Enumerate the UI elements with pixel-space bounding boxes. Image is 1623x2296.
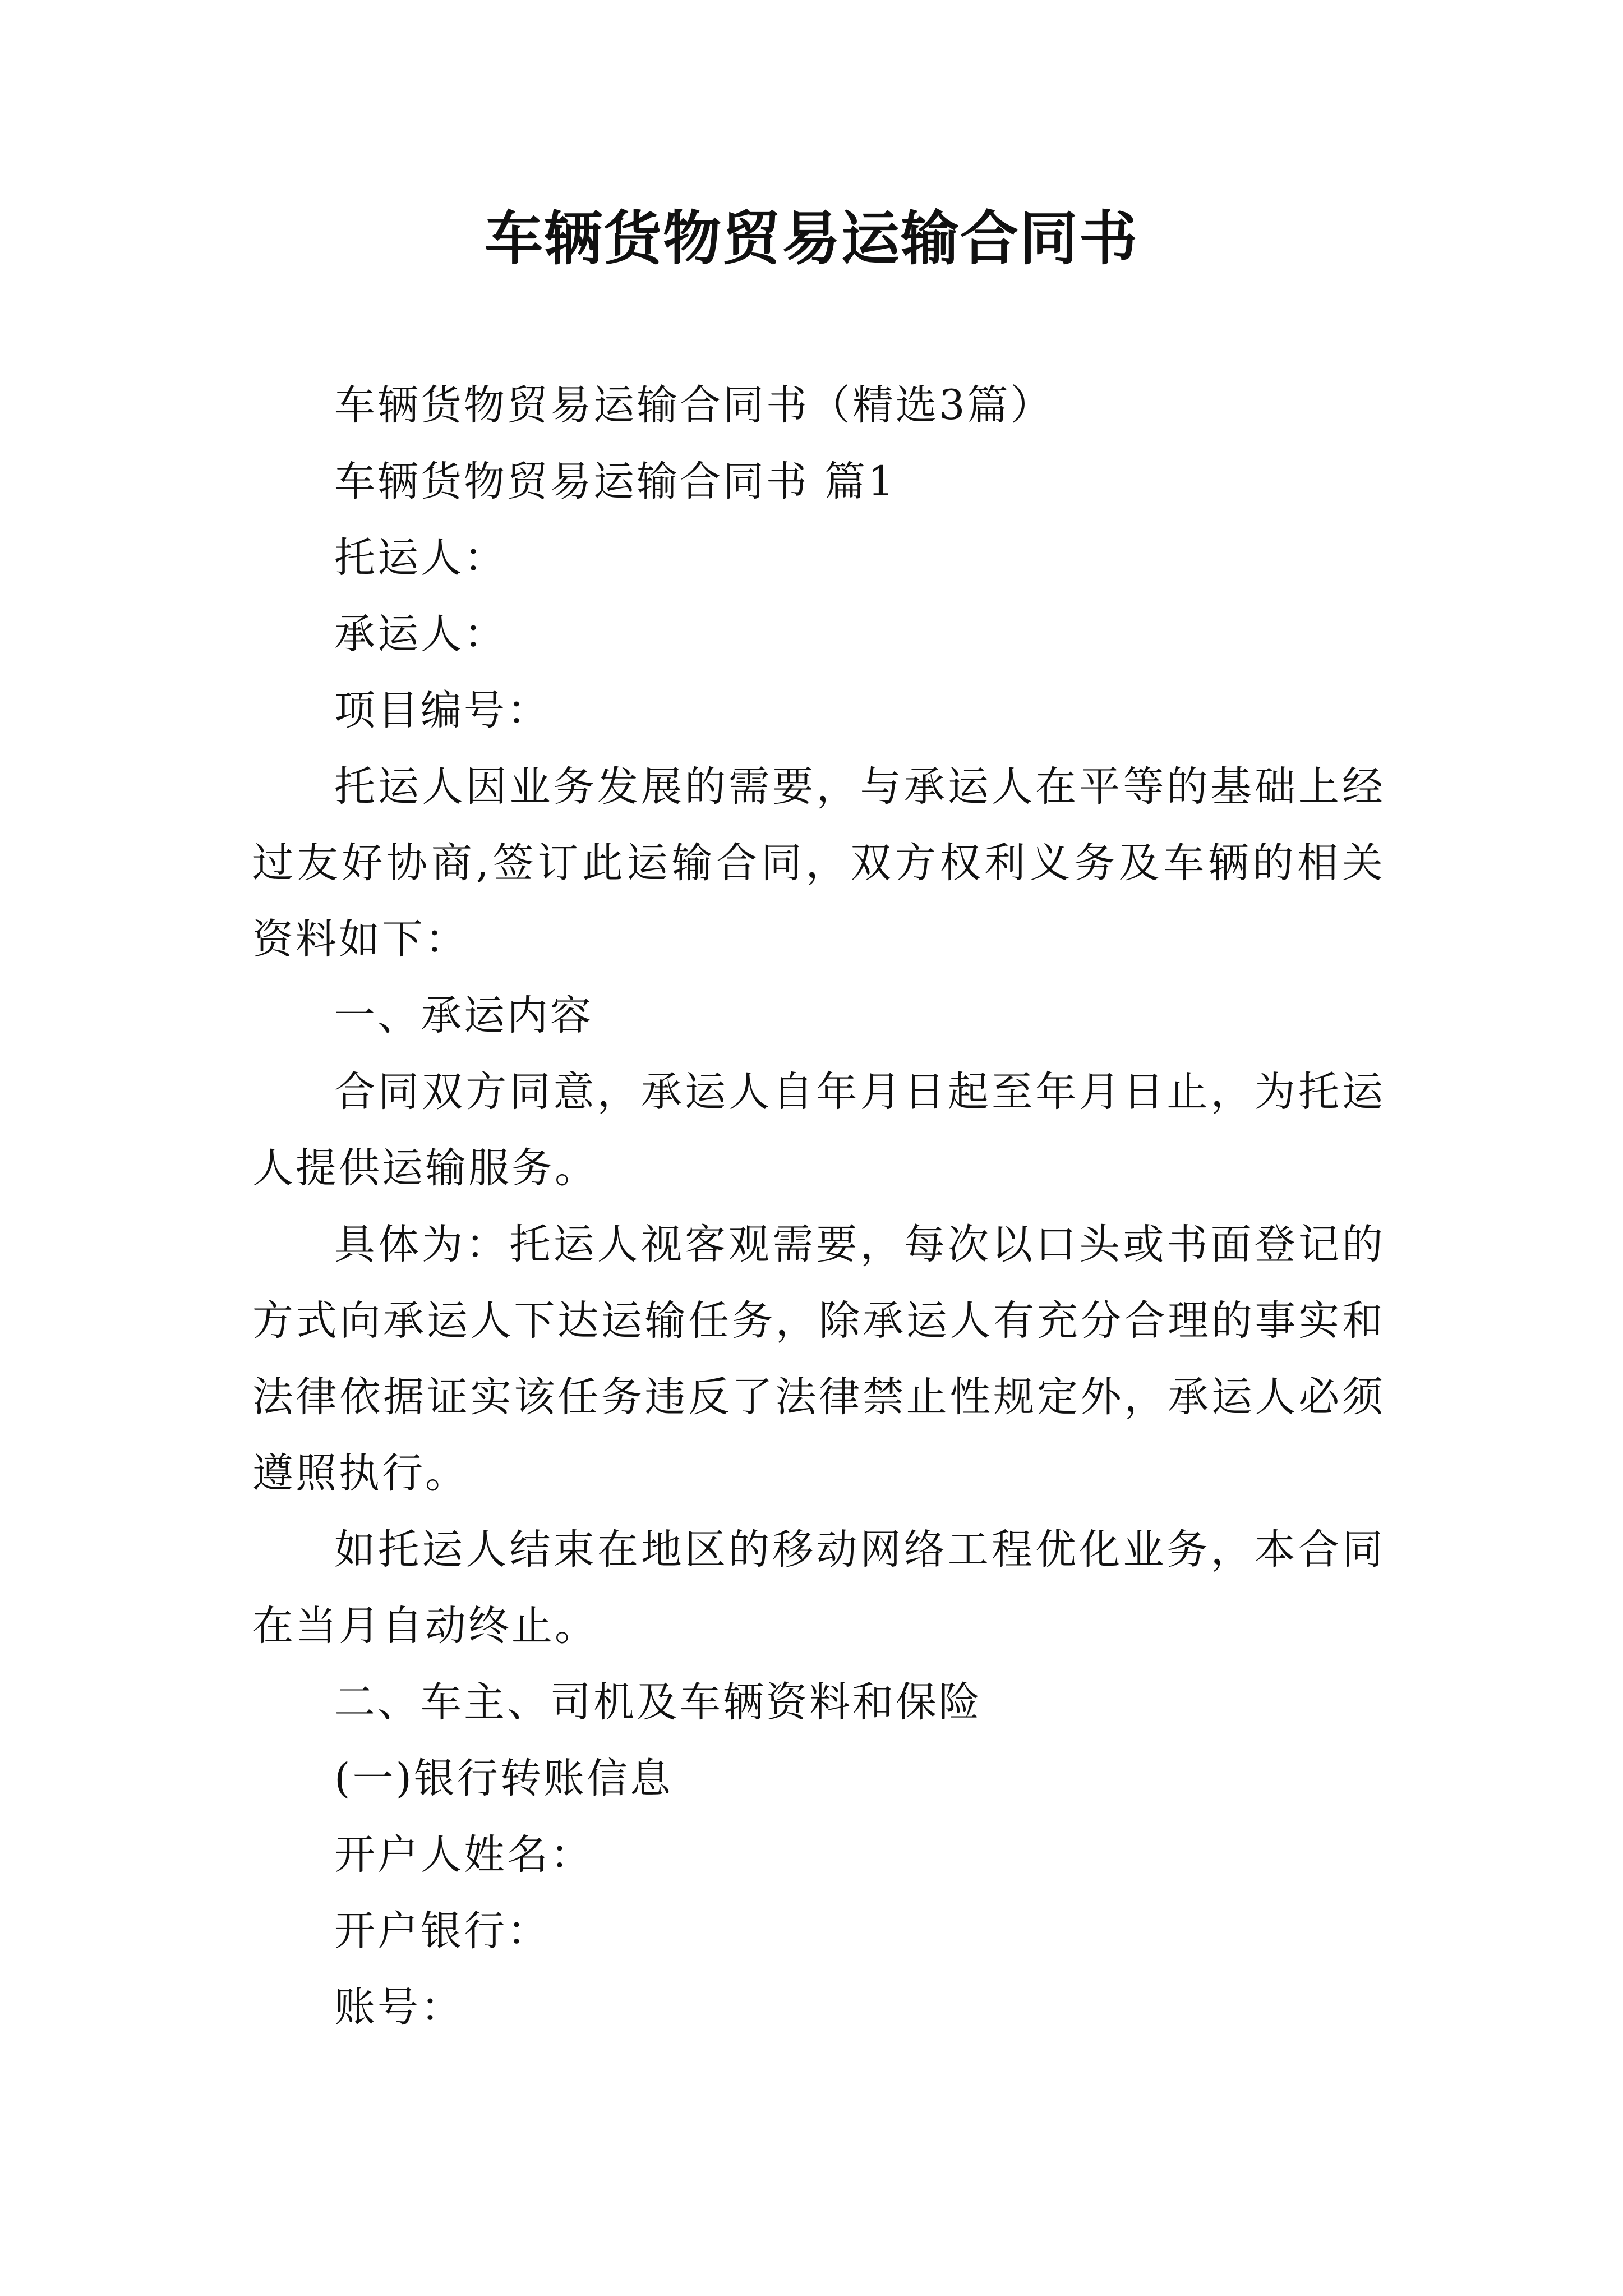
paragraph-bank-info-heading: (一)银行转账信息	[334, 1755, 673, 1802]
paragraph-clause-1-details: 具体为：托运人视客观需要，每次以口头或书面登记的方式向承运人下达运输任务，除承运人有充分合理的事实和法律依据证实该任务违反了法律禁止性规定外，承运人必须遵照执行。	[252, 1221, 1385, 1497]
paragraph-carrier-field: 承运人：	[334, 610, 507, 658]
paragraph-account-number-field: 账号：	[334, 1984, 464, 2031]
paragraph-shipper-field: 托运人：	[334, 534, 507, 582]
document-body	[252, 367, 1385, 2046]
paragraph-preamble: 托运人因业务发展的需要，与承运人在平等的基础上经过友好协商,签订此运输合同，双方权利义务及车辆的相关资料如下：	[252, 763, 1385, 963]
paragraph-clause-1-term: 合同双方同意，承运人自年月日起至年月日止，为托运人提供运输服务。	[252, 1068, 1385, 1192]
paragraph-clause-1-heading: 一、承运内容	[334, 992, 593, 1039]
paragraph-clause-2-heading: 二、车主、司机及车辆资料和保险	[334, 1678, 982, 1726]
paragraph-bank-field: 开户银行：	[334, 1907, 550, 1955]
paragraph-account-holder-field: 开户人姓名：	[334, 1831, 593, 1879]
paragraph-subtitle: 车辆货物贸易运输合同书（精选3篇）	[334, 381, 1054, 429]
paragraph-section-heading: 车辆货物贸易运输合同书 篇1	[334, 458, 896, 505]
paragraph-clause-1-termination: 如托运人结束在地区的移动网络工程优化业务，本合同在当月自动终止。	[252, 1526, 1385, 1650]
document-title: 车辆货物贸易运输合同书	[484, 204, 1138, 273]
paragraph-project-number-field: 项目编号：	[334, 687, 550, 734]
